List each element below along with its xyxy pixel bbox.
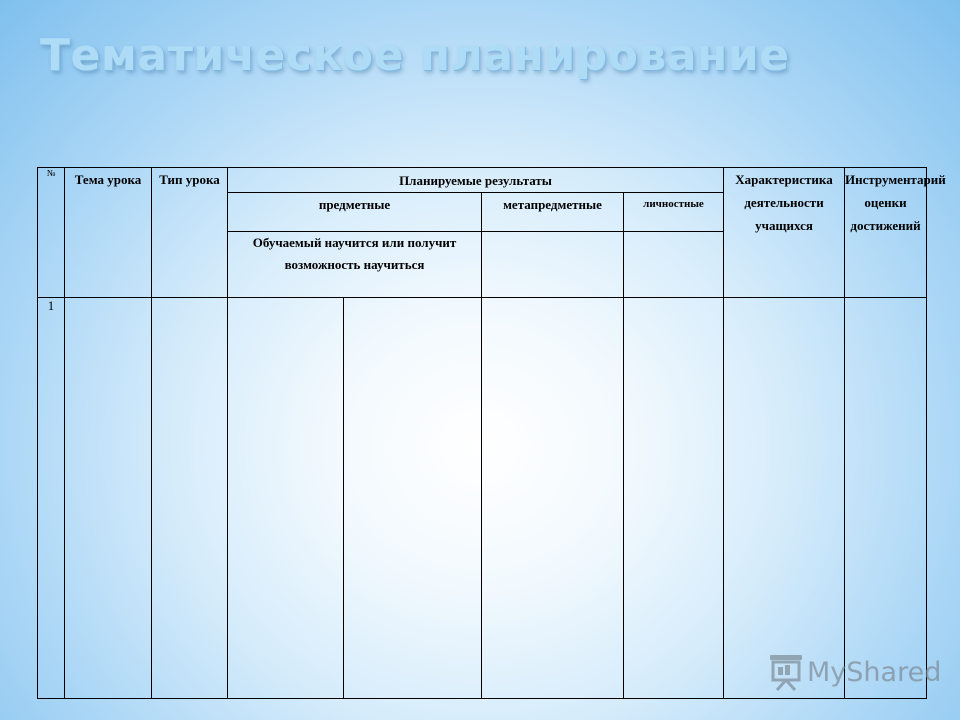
- watermark-text: MyShared: [807, 656, 942, 688]
- table-cell: [624, 298, 724, 699]
- empty-cell: [482, 232, 624, 298]
- header-subject: предметные: [228, 193, 482, 232]
- header-tools: Инструментарий оценки достижений: [845, 168, 927, 298]
- header-metasubject: метапредметные: [482, 193, 624, 232]
- page-title: Тематическое планирование: [40, 30, 790, 81]
- table-cell: [228, 298, 344, 699]
- table-cell: [482, 298, 624, 699]
- header-type: Тип урока: [152, 168, 228, 298]
- table-cell: [65, 298, 152, 699]
- header-learner: Обучаемый научится или получит возможность научиться: [228, 232, 482, 298]
- table-cell: [344, 298, 482, 699]
- empty-cell: [624, 232, 724, 298]
- header-planned-results: Планируемые результаты: [228, 168, 724, 193]
- table-cell: [724, 298, 845, 699]
- header-personal: личностные: [624, 193, 724, 232]
- watermark-logo: [768, 653, 941, 691]
- header-activity: Характеристика деятельности учащихся: [724, 168, 845, 298]
- presentation-board-icon: [768, 653, 804, 691]
- header-topic: Тема урока: [65, 168, 152, 298]
- table-cell: [152, 298, 228, 699]
- planning-table: [37, 167, 946, 699]
- header-number: №: [38, 168, 65, 298]
- table-cell: [845, 298, 927, 699]
- row-number: 1: [38, 298, 65, 699]
